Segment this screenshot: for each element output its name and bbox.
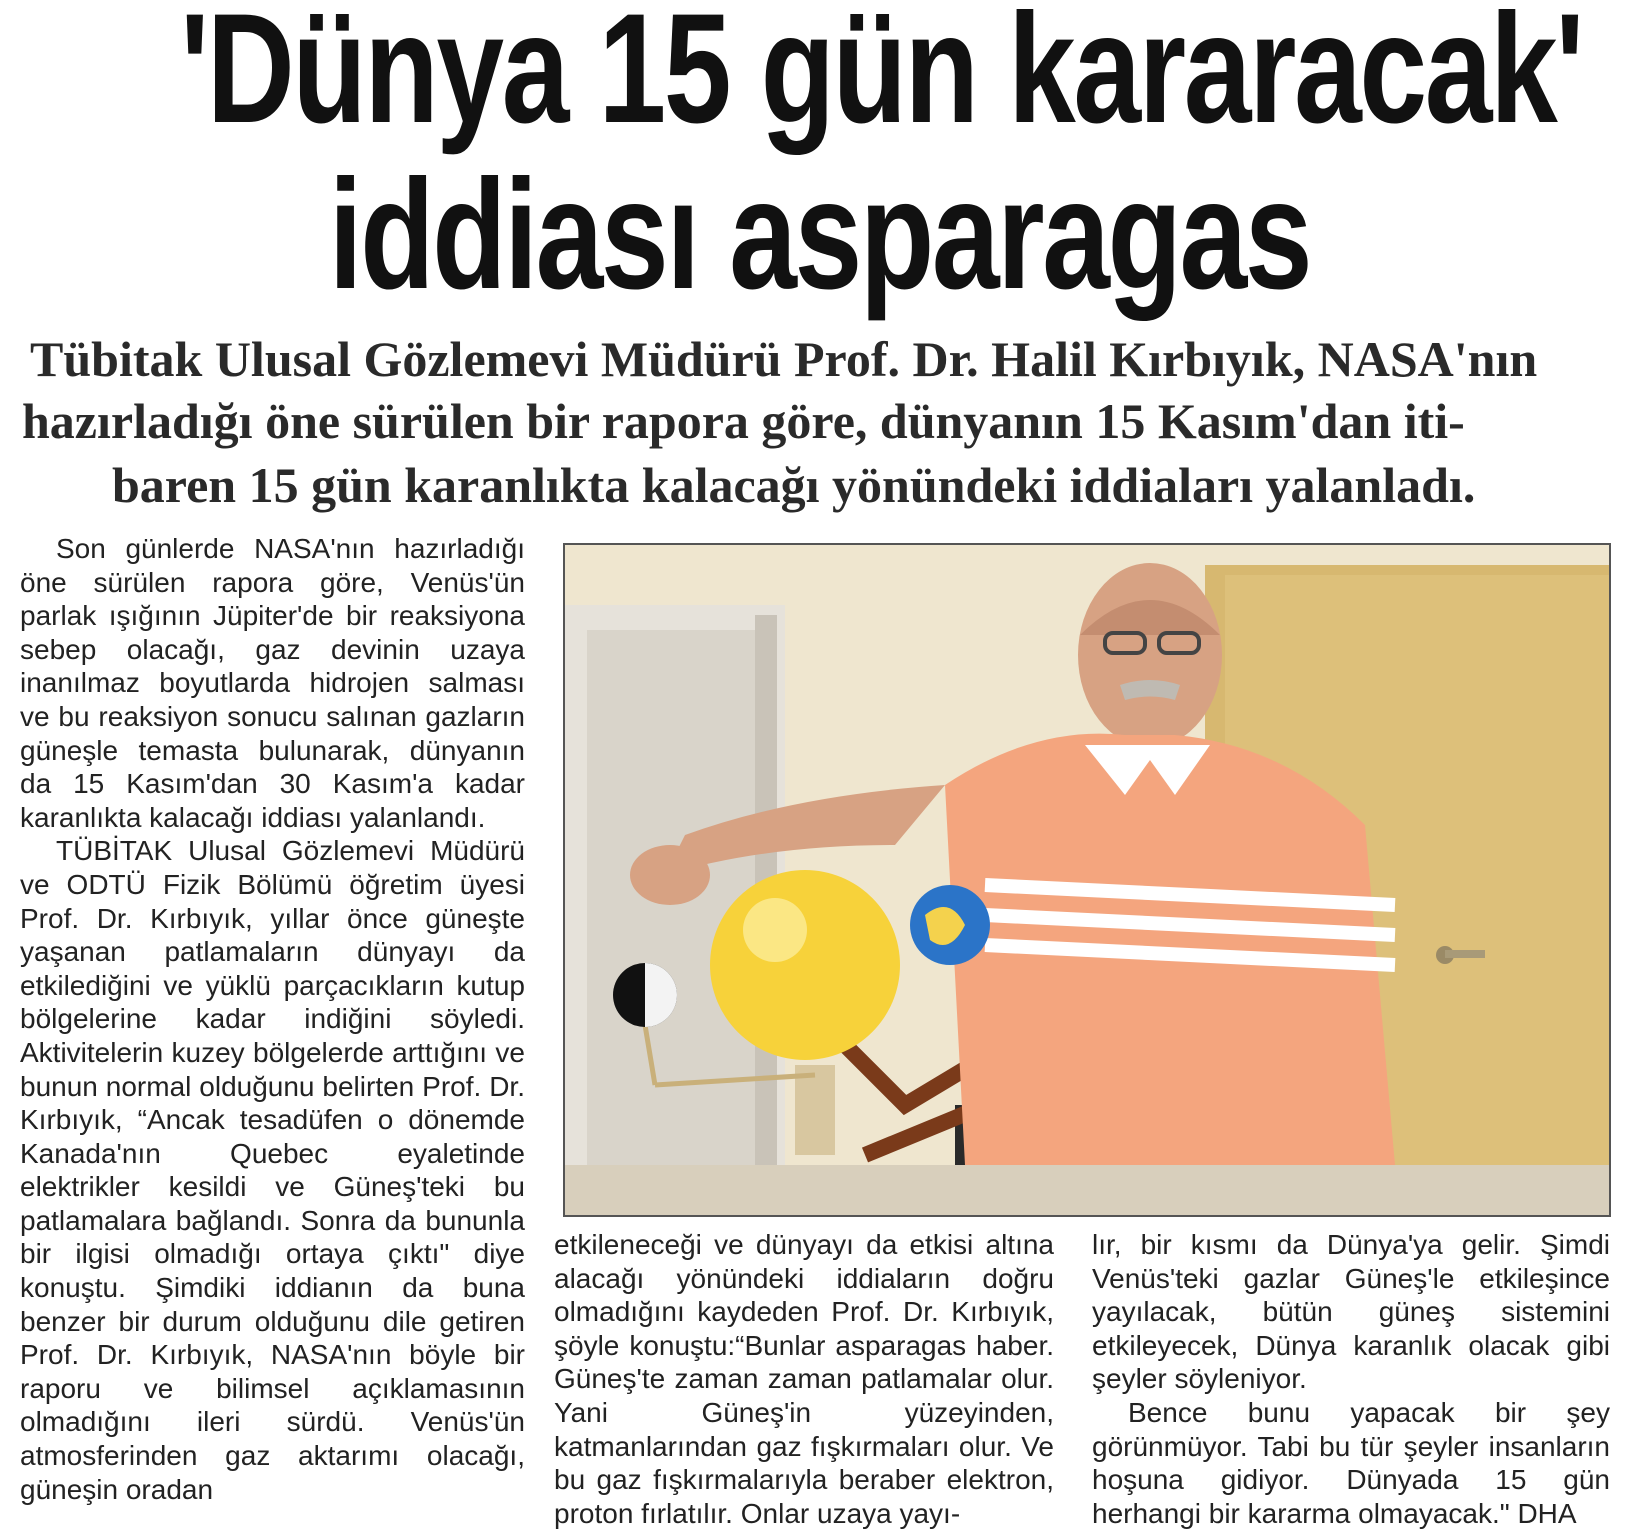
article-paragraph: lır, bir kısmı da Dünya'ya gelir. Şimdi Venüs'teki gazlar Güneş'le etkileşince yayılacak, bütün güneş sistemini etkileyecek, Dünya karanlık olacak gibi şeyler söyleniyor. <box>1092 1229 1610 1395</box>
deck-line-2: hazırladığı öne sürülen bir rapora göre, dünyanın 15 Kasım'dan iti- <box>22 393 1465 449</box>
photo-illustration <box>565 545 1609 1215</box>
article-column-2 <box>554 1228 1054 1530</box>
article-paragraph: Son günlerde NASA'nın hazırladığı öne sürülen rapora göre, Venüs'ün parlak ışığının Jüpiter'de bir reaksiyona sebep olacağı, gaz devinin uzaya inanılmaz boyutlarda hidrojen salması ve bu reaksiyon sonucu salınan gazların güneşle temasta bulunarak, dünyanın da 15 Kasım'dan 30 Kasım'a kadar karanlıkta kalacağı iddiası yalanlandı. <box>20 533 525 833</box>
article-column-1 <box>20 532 525 1506</box>
article-column-3 <box>1092 1228 1610 1530</box>
article-paragraph: Bence bunu yapacak bir şey görünmüyor. Tabi bu tür şeyler insanların hoşuna gidiyor. Dünyada 15 gün herhangi bir kararma olmayacak." DHA <box>1092 1396 1610 1529</box>
headline-line-2: iddiası asparagas <box>328 148 1311 322</box>
article-paragraph: etkileneceği ve dünyayı da etkisi altına alacağı yönündeki iddiaların doğru olmadığını kaydeden Prof. Dr. Kırbıyık, şöyle konuştu:“Bunlar asparagas haber. Güneş'te zaman zaman patlamalar olur. Yani Güneş'in yüzeyinden, katmanlarından gaz fışkırmaları olur. Ve bu gaz fışkırmalarıyla beraber elektron, proton fırlatılır. Onlar uzaya yayı- <box>554 1229 1054 1529</box>
deck-line-3: baren 15 gün karanlıkta kalacağı yönündeki iddiaları yalanladı. <box>112 457 1476 513</box>
article-photo <box>563 543 1611 1217</box>
deck-line-1: Tübitak Ulusal Gözlemevi Müdürü Prof. Dr. Halil Kırbıyık, NASA'nın <box>30 331 1538 387</box>
headline-line-1: 'Dünya 15 gün kararacak' <box>180 0 1583 156</box>
article-paragraph: TÜBİTAK Ulusal Gözlemevi Müdürü ve ODTÜ Fizik Bölümü öğretim üyesi Prof. Dr. Kırbıyık, yıllar önce güneşte yaşanan patlamaların dünyayı da etkilediğini ve yüklü parçacıkların kutup bölgelerine kadar indiğini söyledi. Aktivitelerin kuzey bölgelerde arttığını ve bunun normal olduğunu belirten Prof. Dr. Kırbıyık, “Ancak tesadüfen o dönemde Kanada'nın Quebec eyaletinde elektrikler kesildi ve Güneş'teki bu patlamalara bağlandı. Sonra da bununla bir ilgisi olmadığı ortaya çıktı" diye konuştu. Şimdiki iddianın da buna benzer bir durum olduğunu dile getiren Prof. Dr. Kırbıyık, NASA'nın böyle bir raporu ve bilimsel açıklamasının olmadığını ileri sürdü. Venüs'ün atmosferinden gaz aktarımı olacağı, güneşin oradan <box>20 835 525 1505</box>
